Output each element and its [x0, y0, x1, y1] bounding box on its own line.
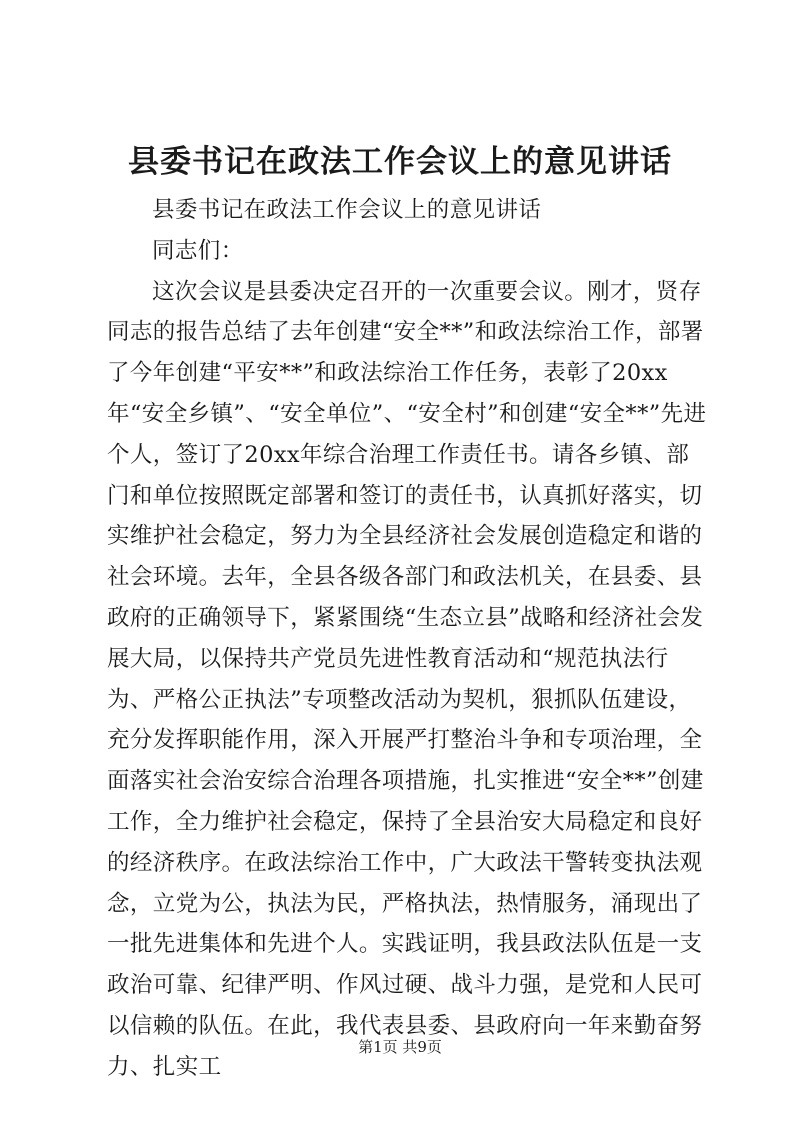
document-body — [107, 190, 707, 1088]
page-footer — [0, 1036, 800, 1058]
document-title: 县委书记在政法工作会议上的意见讲话 — [128, 144, 672, 180]
document-subtitle: 县委书记在政法工作会议上的意见讲话 — [152, 197, 542, 223]
salutation: 同志们： — [152, 237, 244, 264]
page-indicator: 第1页 共9页 — [358, 1038, 442, 1056]
body-paragraph: 这次会议是县委决定召开的一次重要会议。刚才，贤存同志的报告总结了去年创建“安全**”和政法综治工作，部署了今年创建“平安**”和政法综治工作任务，表彰了20xx年“安全乡镇”、“安全单位”、“安全村”和创建“安全**”先进个人，签订了20xx年综合治理工作责任书。请各乡镇、部门和单位按照既定部署和签订的责任书，认真抓好落实，切实维护社会稳定，努力为全县经济社会发展创造稳定和谐的社会环境。去年，全县各级各部门和政法机关，在县委、县政府的正确领导下，紧紧围绕“生态立县”战略和经济社会发展大局，以保持共产党员先进性教育活动和“规范执法行为、严格公正执法”专项整改活动为契机，狠抓队伍建设，充分发挥职能作用，深入开展严打整治斗争和专项治理，全面落实社会治安综合治理各项措施，扎实推进“安全**”创建工作，全力维护社会稳定，保持了全县治安大局稳定和良好的经济秩序。在政法综治工作中，广大政法干警转变执法观念，立党为公，执法为民，严格执法，热情服务，涌现出了一批先进集体和先进个人。实践证明，我县政法队伍是一支政治可靠、纪律严明、作风过硬、战斗力强，是党和人民可以信赖的队伍。在此，我代表县委、县政府向一年来勤奋努力、扎实工 — [107, 278, 707, 1080]
